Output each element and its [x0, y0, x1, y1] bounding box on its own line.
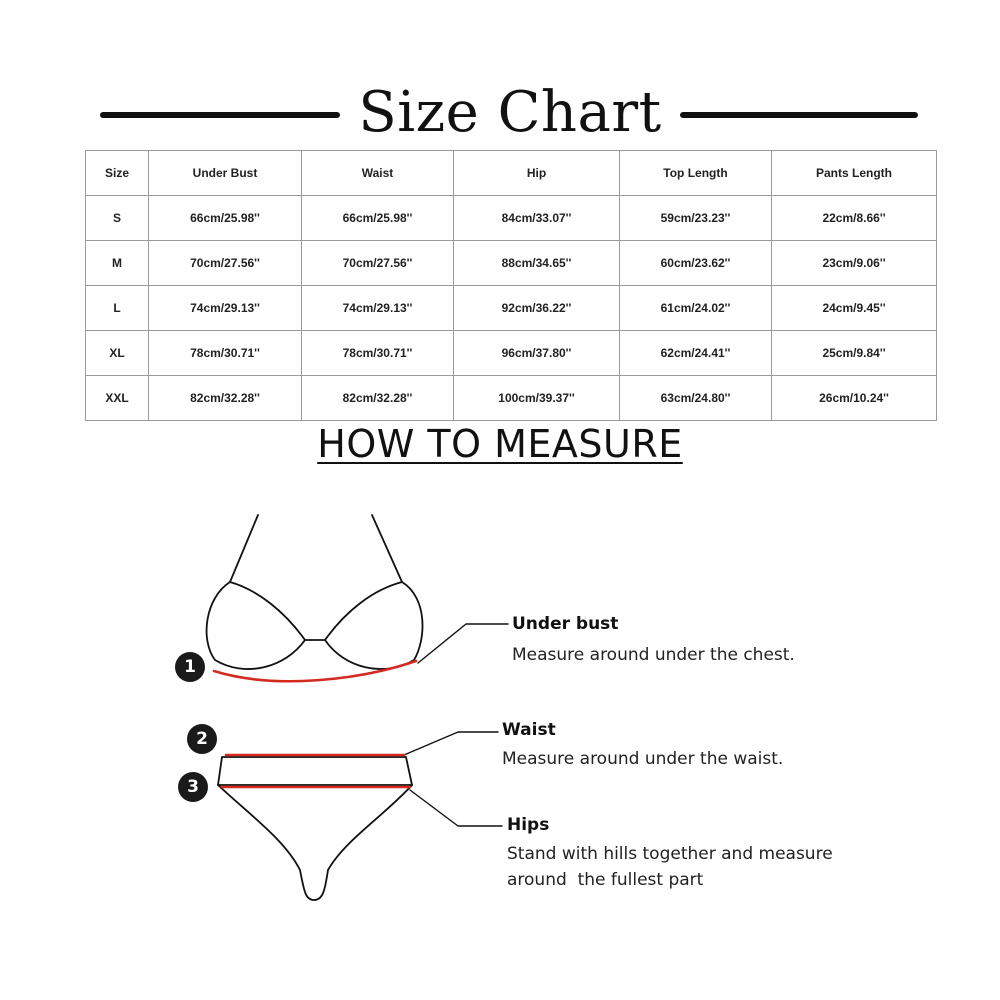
header-cell-pants-length: Pants Length	[772, 151, 937, 196]
under-bust-label: Under bust	[512, 614, 619, 634]
under-bust-measure-line	[214, 661, 416, 681]
hips-description-line-1: Stand with hills together and measure	[507, 844, 833, 864]
header-cell-under-bust: Under Bust	[149, 151, 302, 196]
table-cell: 78cm/30.71''	[302, 331, 454, 376]
marker-1: 1	[175, 652, 205, 682]
marker-2: 2	[187, 724, 217, 754]
waist-label: Waist	[502, 720, 556, 740]
header-cell-hip: Hip	[454, 151, 620, 196]
table-cell: 92cm/36.22''	[454, 286, 620, 331]
table-cell: 60cm/23.62''	[620, 241, 772, 286]
table-cell: 70cm/27.56''	[149, 241, 302, 286]
table-cell: S	[86, 196, 149, 241]
table-cell: 70cm/27.56''	[302, 241, 454, 286]
header-cell-size: Size	[86, 151, 149, 196]
leader-under-bust	[418, 624, 508, 663]
bra-cup-left	[207, 582, 305, 669]
leader-hips	[410, 790, 502, 826]
table-cell: 59cm/23.23''	[620, 196, 772, 241]
table-cell: 82cm/32.28''	[149, 376, 302, 421]
table-cell: M	[86, 241, 149, 286]
table-cell: 22cm/8.66''	[772, 196, 937, 241]
table-cell: 63cm/24.80''	[620, 376, 772, 421]
table-cell: 96cm/37.80''	[454, 331, 620, 376]
table-cell: 88cm/34.65''	[454, 241, 620, 286]
page-title: Size Chart	[358, 80, 662, 145]
table-cell: 61cm/24.02''	[620, 286, 772, 331]
header-cell-waist: Waist	[302, 151, 454, 196]
table-cell: 78cm/30.71''	[149, 331, 302, 376]
table-cell: 24cm/9.45''	[772, 286, 937, 331]
bottom-waistband	[218, 757, 412, 785]
table-cell: 66cm/25.98''	[149, 196, 302, 241]
table-cell: 74cm/29.13''	[302, 286, 454, 331]
table-cell: XXL	[86, 376, 149, 421]
table-cell: 82cm/32.28''	[302, 376, 454, 421]
table-cell: 23cm/9.06''	[772, 241, 937, 286]
bottom-body	[218, 785, 412, 900]
waist-description: Measure around under the waist.	[502, 749, 784, 769]
bra-strap-left	[230, 515, 258, 582]
table-cell: 74cm/29.13''	[149, 286, 302, 331]
bra-cup-right	[325, 582, 423, 669]
leader-waist	[404, 732, 498, 755]
table-cell: 66cm/25.98''	[302, 196, 454, 241]
table-cell: 100cm/39.37''	[454, 376, 620, 421]
table-cell: 25cm/9.84''	[772, 331, 937, 376]
table-cell: 62cm/24.41''	[620, 331, 772, 376]
marker-3: 3	[178, 772, 208, 802]
table-cell: 26cm/10.24''	[772, 376, 937, 421]
table-cell: XL	[86, 331, 149, 376]
hips-description-line-2: around the fullest part	[507, 870, 704, 890]
under-bust-description: Measure around under the chest.	[512, 645, 795, 665]
how-to-measure-heading: HOW TO MEASURE	[317, 422, 683, 466]
table-cell: 84cm/33.07''	[454, 196, 620, 241]
hips-label: Hips	[507, 815, 550, 835]
bra-strap-right	[372, 515, 402, 582]
table-cell: L	[86, 286, 149, 331]
header-cell-top-length: Top Length	[620, 151, 772, 196]
